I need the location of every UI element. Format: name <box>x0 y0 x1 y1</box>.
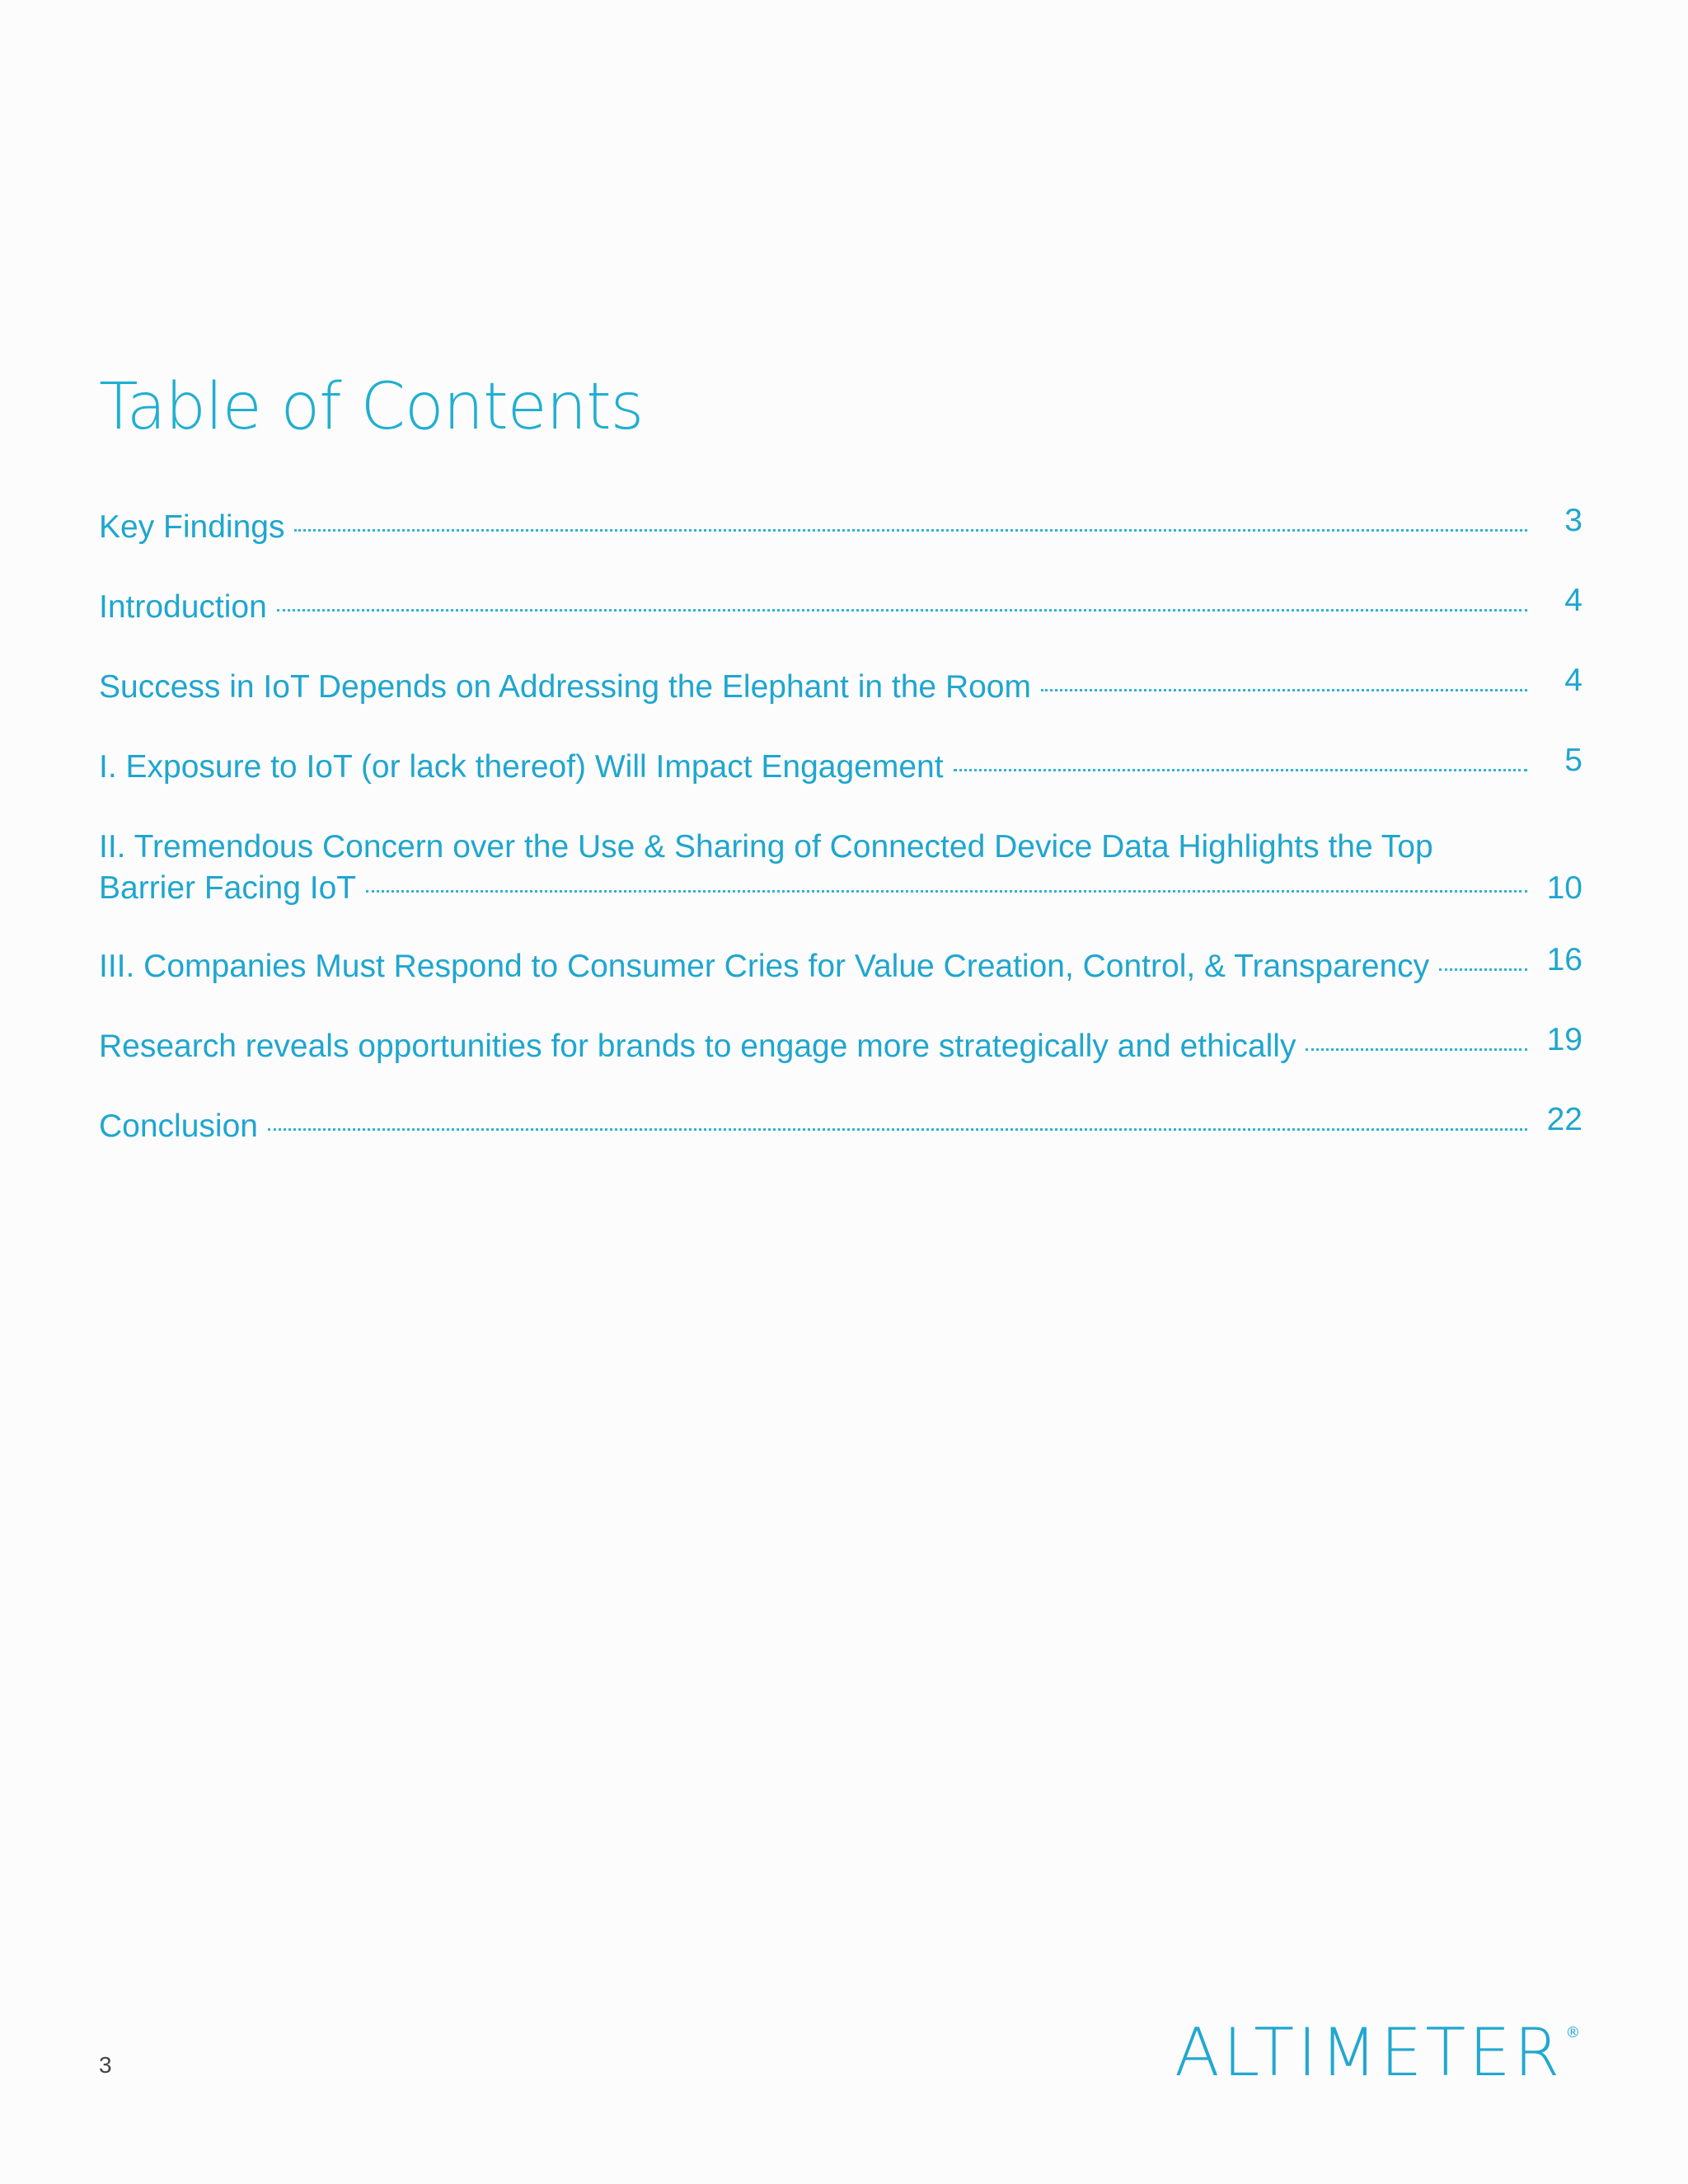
toc-page-number: 4 <box>1564 583 1582 618</box>
registered-mark: ® <box>1565 2024 1581 2041</box>
toc-entry-success-in-iot[interactable] <box>99 663 1582 708</box>
dot-leader <box>268 1128 1527 1131</box>
dot-leader <box>954 769 1527 771</box>
toc-label: I. Exposure to IoT (or lack thereof) Will Impact Engagement <box>99 749 944 785</box>
dot-leader <box>1306 1048 1527 1051</box>
dot-leader <box>1041 689 1527 691</box>
dot-leader <box>277 609 1527 612</box>
toc-page-number: 3 <box>1564 503 1582 538</box>
altimeter-logo <box>1175 2014 1587 2091</box>
toc-title: Table of Contents <box>99 370 644 444</box>
toc-entry-key-findings[interactable] <box>99 503 1582 548</box>
toc-label: III. Companies Must Respond to Consumer Cries for Value Creation, Control, & Transparency <box>99 949 1430 984</box>
toc-label: Research reveals opportunities for brands to engage more strategically and ethically <box>99 1029 1296 1064</box>
toc-label: Success in IoT Depends on Addressing the Elephant in the Room <box>99 669 1031 705</box>
toc-label-line-2: Barrier Facing IoT <box>99 870 357 906</box>
logo-wordmark: ALTIMETER <box>1175 2014 1564 2091</box>
toc-label: Key Findings <box>99 509 285 545</box>
toc-page-number: 4 <box>1564 663 1582 698</box>
dot-leader <box>366 890 1527 893</box>
toc-label-line-1: II. Tremendous Concern over the Use & Sharing of Connected Device Data Highlights the Top <box>99 829 1433 865</box>
toc-page-number: 22 <box>1546 1102 1582 1137</box>
toc-entry-tremendous-concern[interactable] <box>99 827 1582 909</box>
toc-page-number: 10 <box>1546 870 1582 906</box>
toc-entry-introduction[interactable] <box>99 583 1582 628</box>
dot-leader <box>294 529 1527 532</box>
page-number: 3 <box>99 2052 112 2078</box>
toc-entry-conclusion[interactable] <box>99 1102 1582 1147</box>
toc-entry-exposure-to-iot[interactable] <box>99 743 1582 788</box>
toc-entry-research-reveals[interactable] <box>99 1022 1582 1067</box>
toc-page-number: 16 <box>1546 942 1582 977</box>
table-of-contents <box>99 503 1582 1186</box>
toc-page-number: 5 <box>1564 743 1582 778</box>
toc-page-number: 19 <box>1546 1022 1582 1057</box>
toc-label: Introduction <box>99 589 267 625</box>
dot-leader <box>1439 968 1527 971</box>
toc-label: Conclusion <box>99 1108 258 1144</box>
toc-entry-companies-must-respond[interactable] <box>99 942 1582 987</box>
